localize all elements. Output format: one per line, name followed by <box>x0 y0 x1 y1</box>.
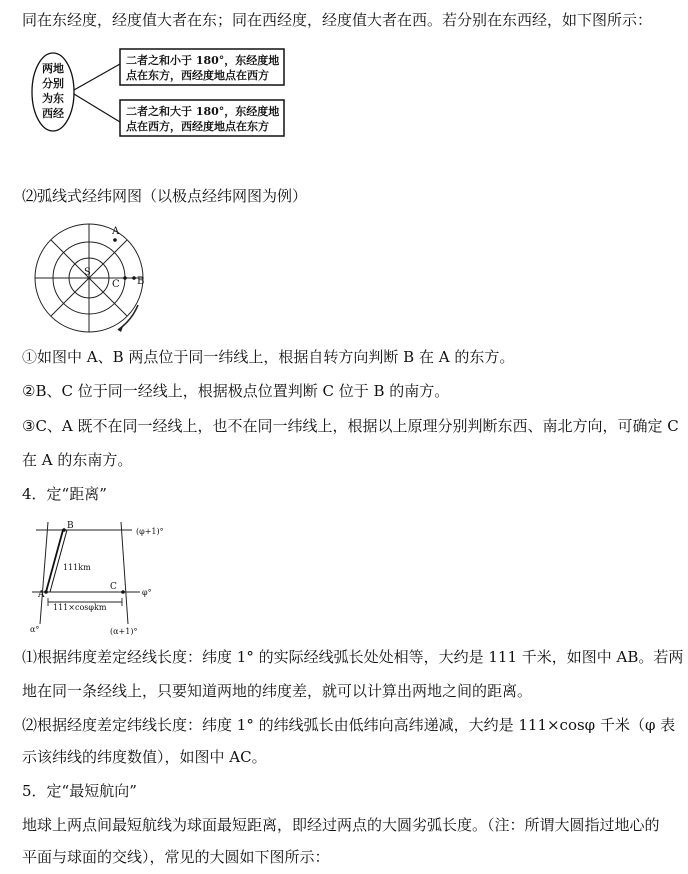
lon-right-label: (α+1)° <box>110 627 138 636</box>
distance-ab-label: 111km <box>63 563 91 572</box>
label-a: A <box>38 590 45 600</box>
oval-line-3: 为东 <box>42 92 64 105</box>
label-b: B <box>137 276 145 287</box>
oval-line-2: 分别 <box>42 77 64 90</box>
box-lower-line-1: 二者之和大于 180°，东经度地 <box>126 105 280 118</box>
connector-lower <box>74 94 120 122</box>
lat-top-label: (φ+1)° <box>136 527 164 536</box>
route-para-1: 地球上两点间最短航线为球面最短距离，即经过两点的大圆劣弧长度。（注：所谓大圆指过地心的 <box>22 816 660 834</box>
box-upper-line-2: 点在东方，西经度地点在西方 <box>126 69 269 82</box>
point-1: ①如图中 A、B 两点位于同一纬线上，根据自转方向判断 B 在 A 的东方。 <box>22 348 515 366</box>
distance-ac-label: 111×cosφkm <box>53 603 107 612</box>
box-lower-line-2: 点在西方，西经度地点在东方 <box>126 120 269 133</box>
lon-left-label: α° <box>30 625 40 634</box>
label-c: C <box>110 582 117 592</box>
distance-para-1: ⑴根据纬度差定经线长度：纬度 1° 的实际经线弧长处处相等，大约是 111 千米，如图中 AB。若两 <box>22 648 684 666</box>
label-c: C <box>112 279 120 290</box>
distance-para-2: ⑵根据经度差定纬线长度：纬度 1° 的纬线弧长由低纬向高纬递减，大约是 111×cosφ 千米（φ 表 <box>22 716 676 734</box>
intro-line: 同在东经度，经度值大者在东；同在西经度，经度值大者在西。若分别在东西经，如下图所示： <box>22 11 653 29</box>
box-upper-line-1: 二者之和小于 180°，东经度地 <box>126 54 280 67</box>
point-3-continued: 在 A 的东南方。 <box>22 451 133 469</box>
rotation-arrow <box>118 305 138 330</box>
label-s: S <box>84 267 91 278</box>
subsection-2-heading: ⑵弧线式经纬网图（以极点经纬网图为例） <box>22 187 308 205</box>
label-a: A <box>112 226 120 237</box>
distance-para-2-continued: 示该纬线的纬度数值），如图中 AC。 <box>22 748 267 766</box>
point-2: ②B、C 位于同一经线上，根据极点位置判断 C 位于 B 的南方。 <box>22 382 450 400</box>
distance-para-1-continued: 地在同一条经线上，只要知道两地的纬度差，就可以计算出两地之间的距离。 <box>22 682 533 700</box>
east-west-longitude-diagram <box>28 44 298 144</box>
section-4-title: 4．定“距离” <box>22 485 107 503</box>
section-5-title: 5．定“最短航向” <box>22 782 137 800</box>
route-para-1-continued: 平面与球面的交线），常见的大圆如下图所示： <box>22 848 330 866</box>
distance-graticule-diagram <box>26 516 196 638</box>
polar-graticule-diagram <box>20 222 160 340</box>
oval-line-4: 西经 <box>42 107 64 120</box>
oval-line-1: 两地 <box>42 62 64 75</box>
connector-upper <box>74 64 120 90</box>
lat-bottom-label: φ° <box>142 588 152 597</box>
label-b: B <box>67 521 74 531</box>
point-3: ③C、A 既不在同一经线上，也不在同一纬线上，根据以上原理分别判断东西、南北方向，可确定 C <box>22 417 679 435</box>
